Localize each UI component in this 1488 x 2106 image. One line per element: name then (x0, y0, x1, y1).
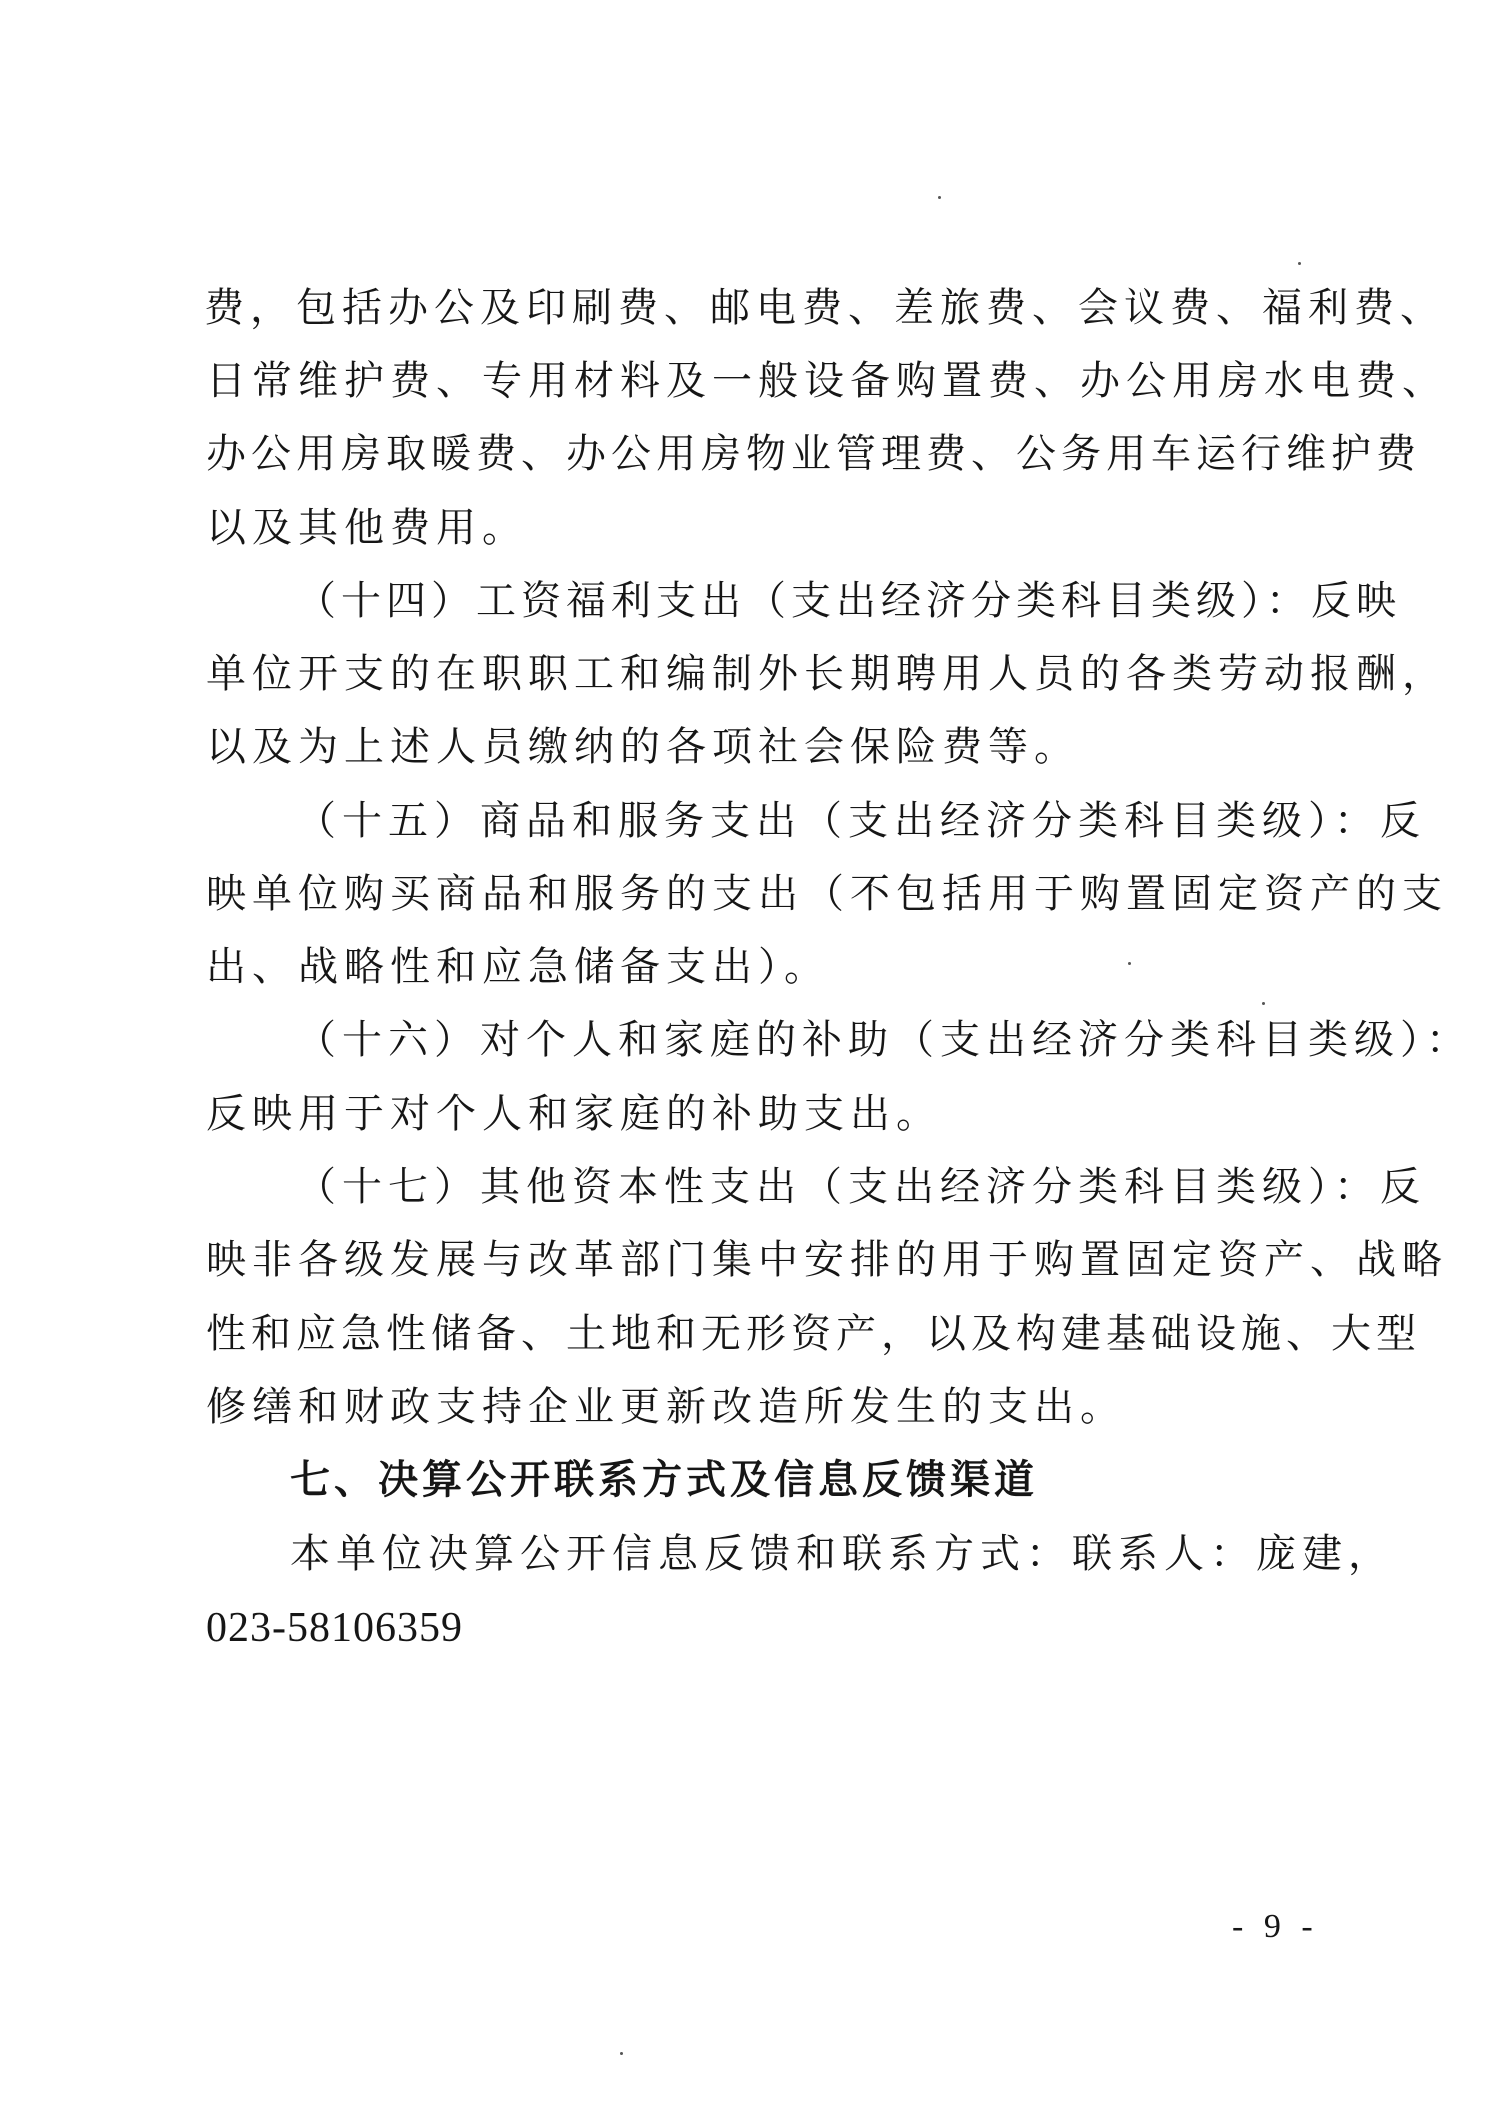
scan-speck (938, 196, 941, 199)
body-text-line: （十五）商品和服务支出（支出经济分类科目类级）：反 (296, 798, 1426, 844)
contact-phone: 023-58106359 (206, 1605, 463, 1651)
body-text-line: （十四）工资福利支出（支出经济分类科目类级）：反映 (296, 578, 1401, 624)
body-text-line: 性和应急性储备、土地和无形资产，以及构建基础设施、大型 (206, 1311, 1421, 1357)
body-text-line: （十六）对个人和家庭的补助（支出经济分类科目类级）： (296, 1017, 1472, 1063)
body-text-line: 反映用于对个人和家庭的补助支出。 (206, 1091, 942, 1137)
body-text-line: 以及其他费用。 (206, 505, 528, 551)
page-number: - 9 - (1232, 1908, 1319, 1945)
body-text-line: 费，包括办公及印刷费、邮电费、差旅费、会议费、福利费、 (204, 285, 1446, 331)
body-text-line: （十七）其他资本性支出（支出经济分类科目类级）：反 (296, 1164, 1426, 1210)
section-heading: 七、决算公开联系方式及信息反馈渠道 (290, 1457, 1038, 1503)
body-text-line: 出、战略性和应急储备支出）。 (206, 944, 830, 990)
body-text-line: 映非各级发展与改革部门集中安排的用于购置固定资产、战略 (206, 1237, 1448, 1283)
body-text-line: 修缮和财政支持企业更新改造所发生的支出。 (206, 1384, 1126, 1430)
body-text-line: 日常维护费、专用材料及一般设备购置费、办公用房水电费、 (206, 358, 1448, 404)
contact-line: 本单位决算公开信息反馈和联系方式：联系人：庞建， (290, 1531, 1394, 1577)
body-text-line: 映单位购买商品和服务的支出（不包括用于购置固定资产的支 (206, 871, 1448, 917)
scan-speck (1128, 962, 1131, 965)
body-text-line: 办公用房取暖费、办公用房物业管理费、公务用车运行维护费 (206, 431, 1421, 477)
body-text-line: 单位开支的在职职工和编制外长期聘用人员的各类劳动报酬， (206, 651, 1448, 697)
scan-speck (1262, 1002, 1265, 1005)
scan-speck (1298, 262, 1301, 265)
body-text-line: 以及为上述人员缴纳的各项社会保险费等。 (206, 724, 1080, 770)
scan-speck (620, 2052, 623, 2055)
